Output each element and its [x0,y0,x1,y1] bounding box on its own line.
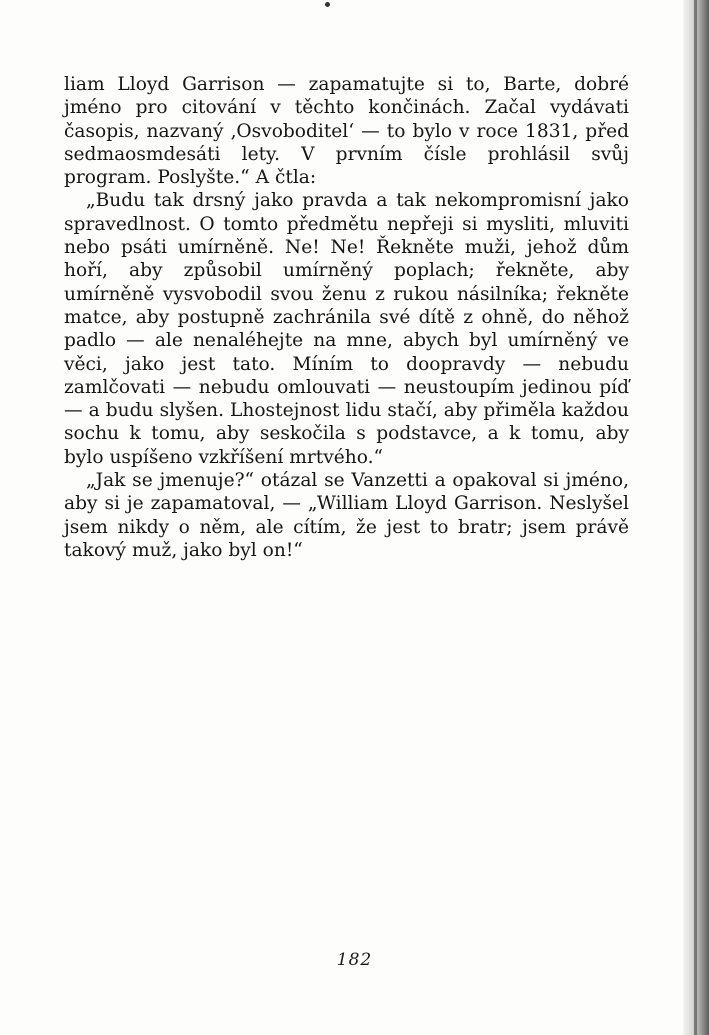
page-body-text [64,73,629,562]
paragraph-3: „Jak se jmenuje?“ otázal se Vanzetti a opakoval si jméno, aby si je zapamatoval, — „William Lloyd Garrison. Neslyšel jsem nikdy o něm, ale cítím, že jest to bratr; jsem právě takový muž, jako byl on!“ [64,470,629,561]
book-gutter-shadow [694,0,697,1035]
page-number: 182 [336,950,373,970]
ink-speck [325,2,330,7]
paragraph-1: liam Lloyd Garrison — zapamatujte si to, Barte, dobré jméno pro citování v těchto končinách. Začal vydávati časopis, nazvaný ‚Osvoboditel‘ — to bylo v roce 1831, před sedmaosmdesáti lety. V prvním čísle prohlásil svůj program. Poslyšte.“ A čtla: [64,74,629,189]
paragraph-2: „Budu tak drsný jako pravda a tak nekompromisní jako spravedlnost. O tomto předmětu nepřeji si mysliti, mluviti nebo psáti umírněně. Ne! Ne! Řekněte muži, jehož dům hoří, aby způsobil umírněný poplach; řekněte, aby umírněně vysvobodil svou ženu z rukou násilníka; řekněte matce, aby postupně zachránila své dítě z ohně, do něhož padlo — ale nenaléhejte na mne, abych byl umírněný ve věci, jako jest tato. Míním to doopravdy — nebudu zamlčovati — nebudu omlouvati — neustoupím jedinou píď — a budu slyšen. Lhostejnost lidu stačí, aby přiměla každou sochu k tomu, aby seskočila s podstavce, a k tomu, aby bylo uspíšeno vzkříšení mrtvého.“ [64,190,629,468]
